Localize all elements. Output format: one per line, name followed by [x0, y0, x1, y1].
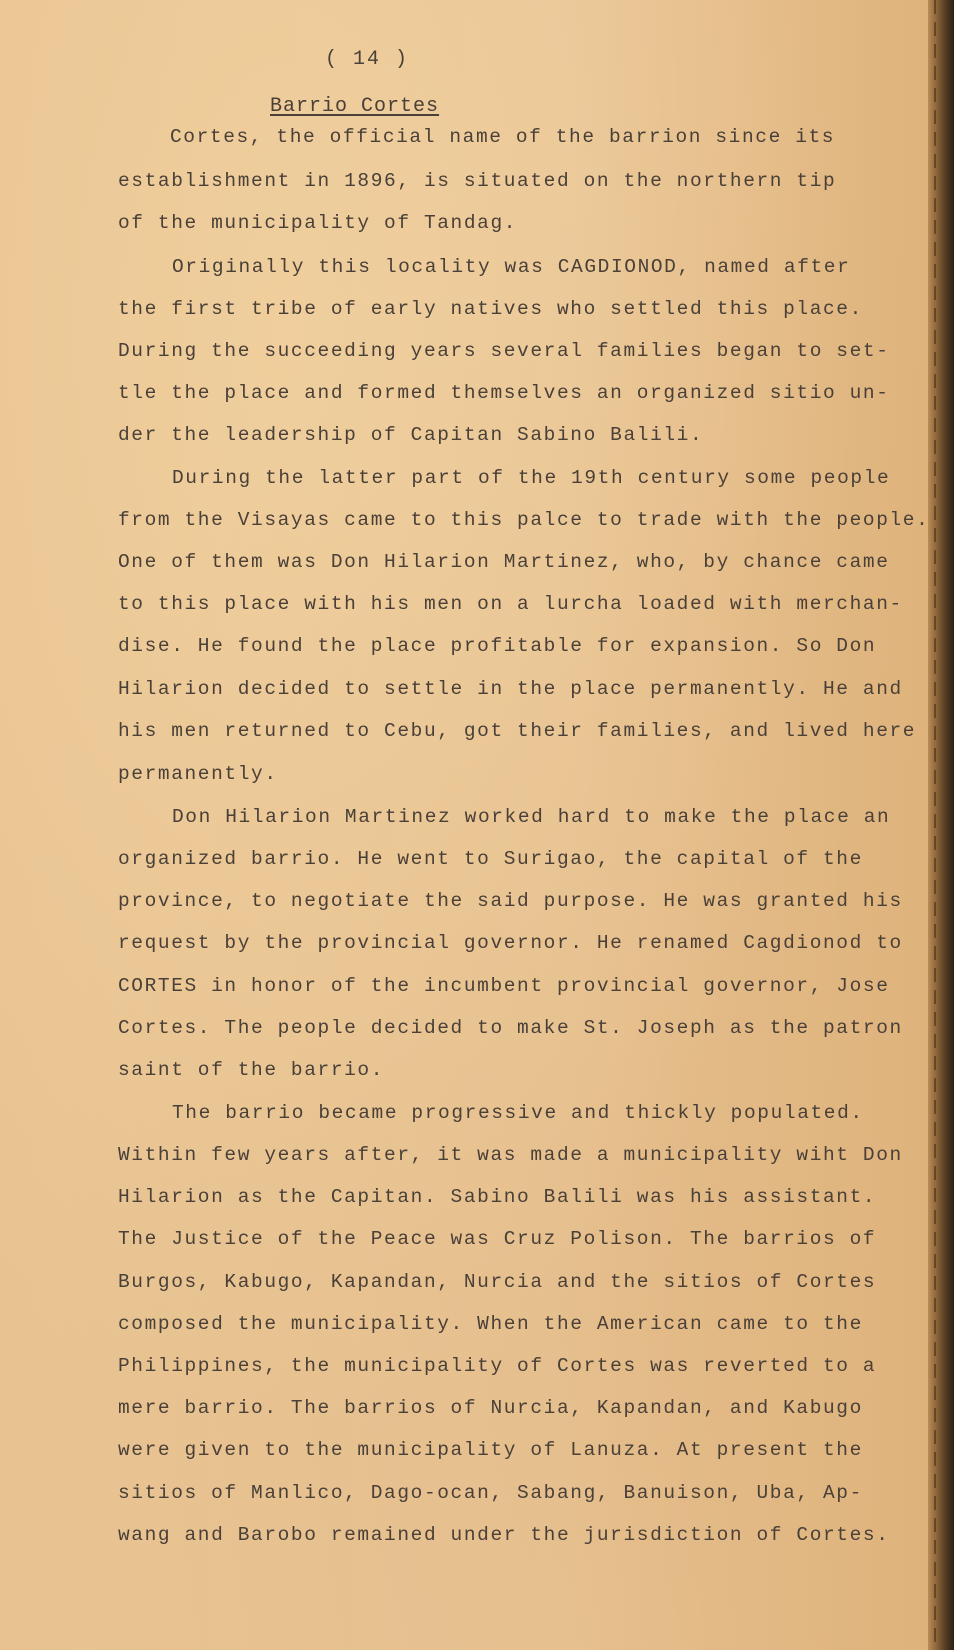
page-number: ( 14 ) [325, 48, 410, 71]
body-line: of the municipality of Tandag. [118, 212, 518, 234]
body-line: Hilarion as the Capitan. Sabino Balili was his assistant. [118, 1186, 877, 1208]
body-line: The barrio became progressive and thickly populated. [172, 1102, 864, 1124]
body-line: composed the municipality. When the American came to the [118, 1313, 863, 1335]
body-line: The Justice of the Peace was Cruz Polison. The barrios of [118, 1228, 877, 1250]
body-line: Cortes. The people decided to make St. Joseph as the patron [118, 1017, 903, 1039]
body-line: tle the place and formed themselves an organized sitio un- [118, 382, 890, 404]
body-line: One of them was Don Hilarion Martinez, who, by chance came [118, 551, 890, 573]
body-line: Burgos, Kabugo, Kapandan, Nurcia and the sitios of Cortes [118, 1271, 877, 1293]
body-line: Cortes, the official name of the barrion since its [170, 126, 836, 148]
page-title: Barrio Cortes [270, 95, 440, 118]
body-line: organized barrio. He went to Surigao, the capital of the [118, 848, 863, 870]
body-line: establishment in 1896, is situated on the northern tip [118, 170, 837, 192]
body-line: Within few years after, it was made a municipality wiht Don [118, 1144, 903, 1166]
body-line: mere barrio. The barrios of Nurcia, Kapandan, and Kabugo [118, 1397, 863, 1419]
body-line: the first tribe of early natives who settled this place. [118, 298, 863, 320]
body-line: der the leadership of Capitan Sabino Balili. [118, 424, 704, 446]
body-line: his men returned to Cebu, got their families, and lived here [118, 720, 917, 742]
body-line: wang and Barobo remained under the jurisdiction of Cortes. [118, 1524, 890, 1546]
body-line: saint of the barrio. [118, 1059, 385, 1081]
body-line: from the Visayas came to this palce to trade with the people. [118, 509, 930, 531]
body-line: permanently. [118, 763, 278, 785]
body-line: request by the provincial governor. He renamed Cagdionod to [118, 932, 903, 954]
body-line: to this place with his men on a lurcha loaded with merchan- [118, 593, 903, 615]
body-line: Philippines, the municipality of Cortes was reverted to a [118, 1355, 877, 1377]
body-line: were given to the municipality of Lanuza. At present the [118, 1439, 863, 1461]
body-line: During the latter part of the 19th century some people [172, 467, 891, 489]
body-line: Originally this locality was CAGDIONOD, named after [172, 256, 851, 278]
body-line: sitios of Manlico, Dago-ocan, Sabang, Banuison, Uba, Ap- [118, 1482, 863, 1504]
body-line: Don Hilarion Martinez worked hard to make the place an [172, 806, 891, 828]
body-line: Hilarion decided to settle in the place permanently. He and [118, 678, 903, 700]
body-line: CORTES in honor of the incumbent provincial governor, Jose [118, 975, 890, 997]
body-line: dise. He found the place profitable for expansion. So Don [118, 635, 877, 657]
body-line: During the succeeding years several families began to set- [118, 340, 890, 362]
page-edge [928, 0, 954, 1650]
body-line: province, to negotiate the said purpose. He was granted his [118, 890, 903, 912]
